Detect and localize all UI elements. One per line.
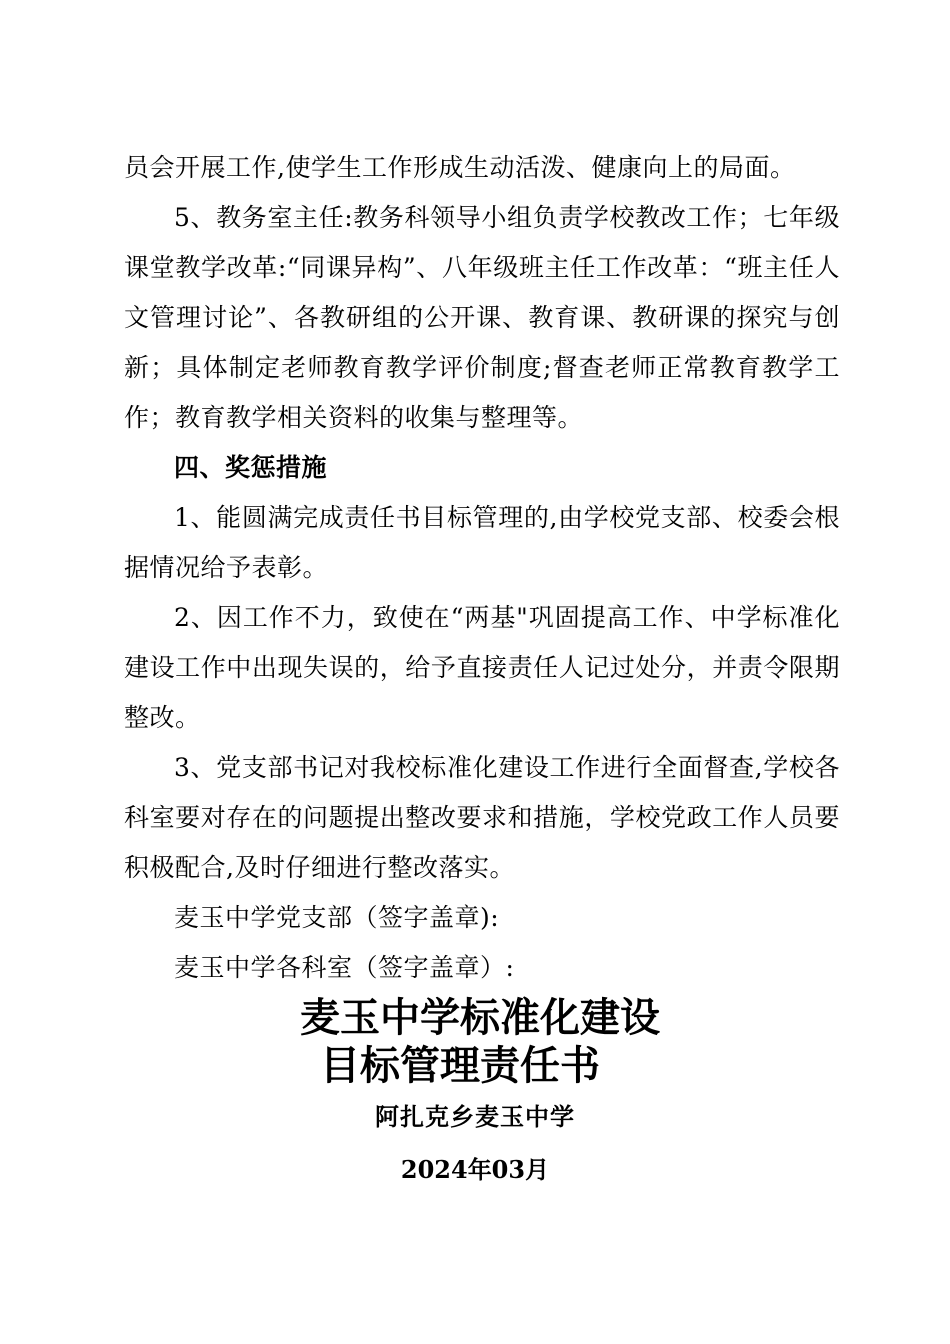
paragraph-continuation: 员会开展工作,使学生工作形成生动活泼、健康向上的局面。 bbox=[124, 153, 796, 182]
signature-party-branch: 麦玉中学党支部（签字盖章): bbox=[174, 903, 500, 932]
cover-title-block bbox=[0, 994, 950, 1090]
paragraph-supervision-3: 3、党支部书记对我校标准化建设工作进行全面督查,学校各科室要对存在的问题提出整改要求和措施，学校党政工作人员要积极配合,及时仔细进行整改落实。 bbox=[124, 753, 840, 882]
document-body bbox=[124, 143, 840, 993]
paragraph-academic-director: 5、教务室主任:教务科领导小组负责学校教改工作；七年级课堂教学改革:“同课异构”、八年级班主任工作改革：“班主任人文管理讨论”、各教研组的公开课、教育课、教研课的探究与创新；具体制定老师教育教学评价制度;督查老师正常教育教学工作；教育教学相关资料的收集与整理等。 bbox=[124, 203, 840, 432]
paragraph-reward-1: 1、能圆满完成责任书目标管理的,由学校党支部、校委会根据情况给予表彰。 bbox=[124, 503, 840, 582]
signature-departments: 麦玉中学各科室（签字盖章）: bbox=[174, 953, 515, 982]
document-date: 2024年03月 bbox=[400, 1155, 550, 1184]
organization-name: 阿扎克乡麦玉中学 bbox=[375, 1103, 575, 1131]
paragraph-penalty-2: 2、因工作不力，致使在“两基"巩固提高工作、中学标准化建设工作中出现失误的，给予直接责任人记过处分，并责令限期整改。 bbox=[124, 603, 840, 732]
date-block bbox=[0, 1150, 950, 1185]
cover-title-line-1: 麦玉中学标准化建设 bbox=[300, 995, 660, 1041]
cover-title-line-2: 目标管理责任书 bbox=[320, 1043, 600, 1089]
section-heading-rewards-penalties: 四、奖惩措施 bbox=[174, 453, 328, 482]
organization-block bbox=[0, 1097, 950, 1132]
